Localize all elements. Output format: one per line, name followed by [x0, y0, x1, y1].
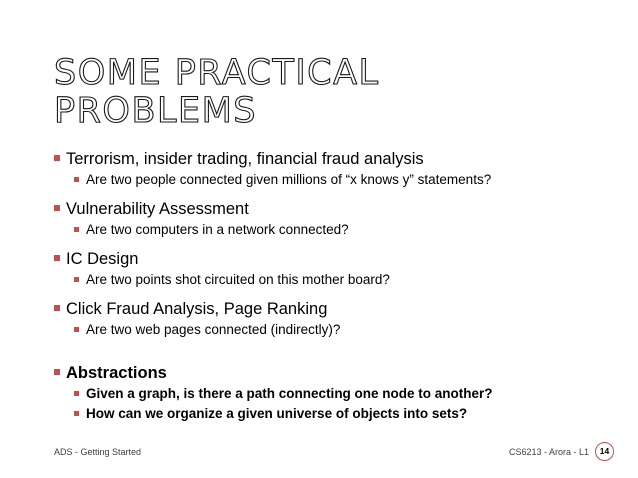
- sub-bullet-text: Are two computers in a network connected?: [86, 222, 349, 237]
- footer-left-text: ADS - Getting Started: [54, 447, 142, 457]
- bullet-item-ic-design: [54, 248, 614, 290]
- bullet-level-2: [54, 220, 614, 240]
- bullet-square-icon: [54, 369, 60, 375]
- sub-bullet-text: How can we organize a given universe of objects into sets?: [86, 406, 468, 421]
- sub-bullet-text: Given a graph, is there a path connecting one node to another?: [86, 386, 493, 401]
- bullet-level-2: [54, 170, 614, 190]
- bullet-square-icon: [74, 227, 79, 232]
- bullet-square-icon: [54, 255, 60, 261]
- bullet-square-icon: [74, 411, 79, 416]
- bullet-level-2: [54, 320, 614, 340]
- sub-bullet-text: Are two points shot circuited on this mother board?: [86, 272, 390, 287]
- bullet-level-1: [54, 148, 614, 170]
- title-line-2: PROBLEMS: [54, 91, 258, 131]
- bullet-square-icon: [74, 177, 79, 182]
- bullet-square-icon: [54, 305, 60, 311]
- bullet-square-icon: [74, 391, 79, 396]
- bullet-square-icon: [74, 277, 79, 282]
- bullet-level-1: [54, 198, 614, 220]
- bullet-item-abstractions: [54, 362, 614, 424]
- bullet-item-terrorism: [54, 148, 614, 190]
- bullet-item-click-fraud: [54, 298, 614, 340]
- bullet-level-1: [54, 362, 614, 384]
- bullet-square-icon: [54, 155, 60, 161]
- bullet-text: Click Fraud Analysis, Page Ranking: [66, 300, 328, 318]
- page-number-badge: 14: [595, 442, 614, 461]
- footer-right-text: CS6213 - Arora - L1: [508, 447, 589, 457]
- bullet-text: Terrorism, insider trading, financial fraud analysis: [66, 150, 424, 168]
- bullet-level-2: [54, 404, 614, 424]
- bullet-level-2: [54, 270, 614, 290]
- title-line-1: SOME PRACTICAL: [54, 53, 380, 93]
- bullet-level-1: [54, 248, 614, 270]
- sub-bullet-text: Are two web pages connected (indirectly)?: [86, 322, 341, 337]
- bullet-text: IC Design: [66, 250, 139, 268]
- bullet-level-2: [54, 384, 614, 404]
- bullet-text: Abstractions: [66, 364, 167, 382]
- bullet-list: [54, 148, 614, 424]
- sub-bullet-text: Are two people connected given millions of “x knows y” statements?: [86, 172, 492, 187]
- slide-title: [54, 54, 474, 130]
- bullet-item-vulnerability: [54, 198, 614, 240]
- bullet-square-icon: [54, 205, 60, 211]
- bullet-text: Vulnerability Assessment: [66, 200, 249, 218]
- bullet-square-icon: [74, 327, 79, 332]
- bullet-level-1: [54, 298, 614, 320]
